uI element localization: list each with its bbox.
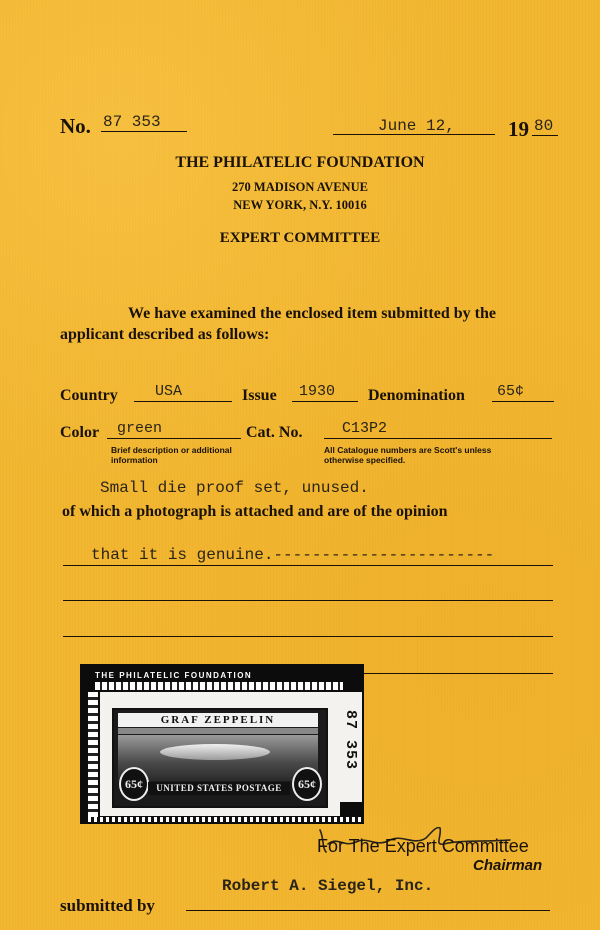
cert-no-value: 87 353 (103, 113, 161, 131)
country-line (134, 401, 232, 402)
color-value: green (117, 420, 163, 437)
org-address-2: NEW YORK, N.Y. 10016 (233, 198, 367, 212)
opinion-line: that it is genuine.----------------------- (91, 546, 495, 564)
country-label: Country (60, 387, 118, 404)
org-address-1: 270 MADISON AVENUE (232, 180, 368, 194)
cat-no-label: Cat. No. (246, 424, 303, 441)
photo-header: THE PHILATELIC FOUNDATION (95, 671, 253, 680)
intro-line-1: We have examined the enclosed item submitted by the (128, 305, 496, 322)
catalog-note (324, 445, 491, 465)
ruled-line-2 (63, 600, 553, 601)
description-photo-line: of which a photograph is attached and are of the opinion (62, 503, 448, 520)
cert-date-value: June 12, (378, 117, 455, 135)
alphabet-strip (95, 682, 343, 690)
cat-no-line (324, 438, 552, 439)
number-strip (88, 692, 98, 818)
ruled-line-1 (63, 565, 553, 566)
color-line (107, 438, 241, 439)
issue-line (292, 401, 358, 402)
submitted-by-line (186, 910, 550, 911)
description-typed: Small die proof set, unused. (100, 479, 369, 497)
cert-no-label: No. (60, 114, 91, 138)
stamp-subtitle-band (118, 728, 318, 734)
country-value: USA (155, 383, 183, 400)
brief-note (111, 445, 232, 465)
stamp-title: GRAF ZEPPELIN (118, 713, 318, 727)
denomination-right: 65¢ (292, 767, 322, 801)
cert-year-line (532, 135, 558, 136)
org-committee: EXPERT COMMITTEE (219, 230, 381, 246)
brief-note-line-1: Brief description or additional (111, 445, 232, 455)
catalog-note-line-2: otherwise specified. (324, 455, 406, 465)
cert-year-prefix: 19 (508, 117, 529, 141)
submitted-by-label: submitted by (60, 896, 155, 915)
cert-date-line (333, 134, 495, 135)
denomination-label: Denomination (368, 387, 465, 404)
denomination-left: 65¢ (119, 767, 149, 801)
zeppelin-icon (160, 744, 270, 760)
submitter-typed: Robert A. Siegel, Inc. (222, 877, 434, 895)
denomination-value: 65¢ (497, 383, 525, 400)
color-label: Color (60, 424, 100, 441)
cat-no-value: C13P2 (342, 420, 388, 437)
issue-label: Issue (242, 387, 277, 404)
photo-cert-number: 87 353 (342, 710, 359, 771)
catalog-note-line-1: All Catalogue numbers are Scott's unless (324, 445, 492, 455)
cert-year-suffix: 80 (534, 117, 554, 135)
cert-no-line (101, 131, 187, 132)
intro-line-2: applicant described as follows: (60, 326, 270, 343)
stamp-bottom-label: UNITED STATES POSTAGE (148, 782, 290, 795)
committee-line: For The Expert Committee (317, 836, 529, 856)
ruled-line-3 (63, 636, 553, 637)
denomination-line (492, 401, 554, 402)
issue-value: 1930 (299, 383, 336, 400)
chairman-label: Chairman (473, 857, 543, 874)
brief-note-line-2: information (111, 455, 158, 465)
org-name: THE PHILATELIC FOUNDATION (175, 154, 425, 171)
ruled-line-4 (364, 673, 553, 674)
